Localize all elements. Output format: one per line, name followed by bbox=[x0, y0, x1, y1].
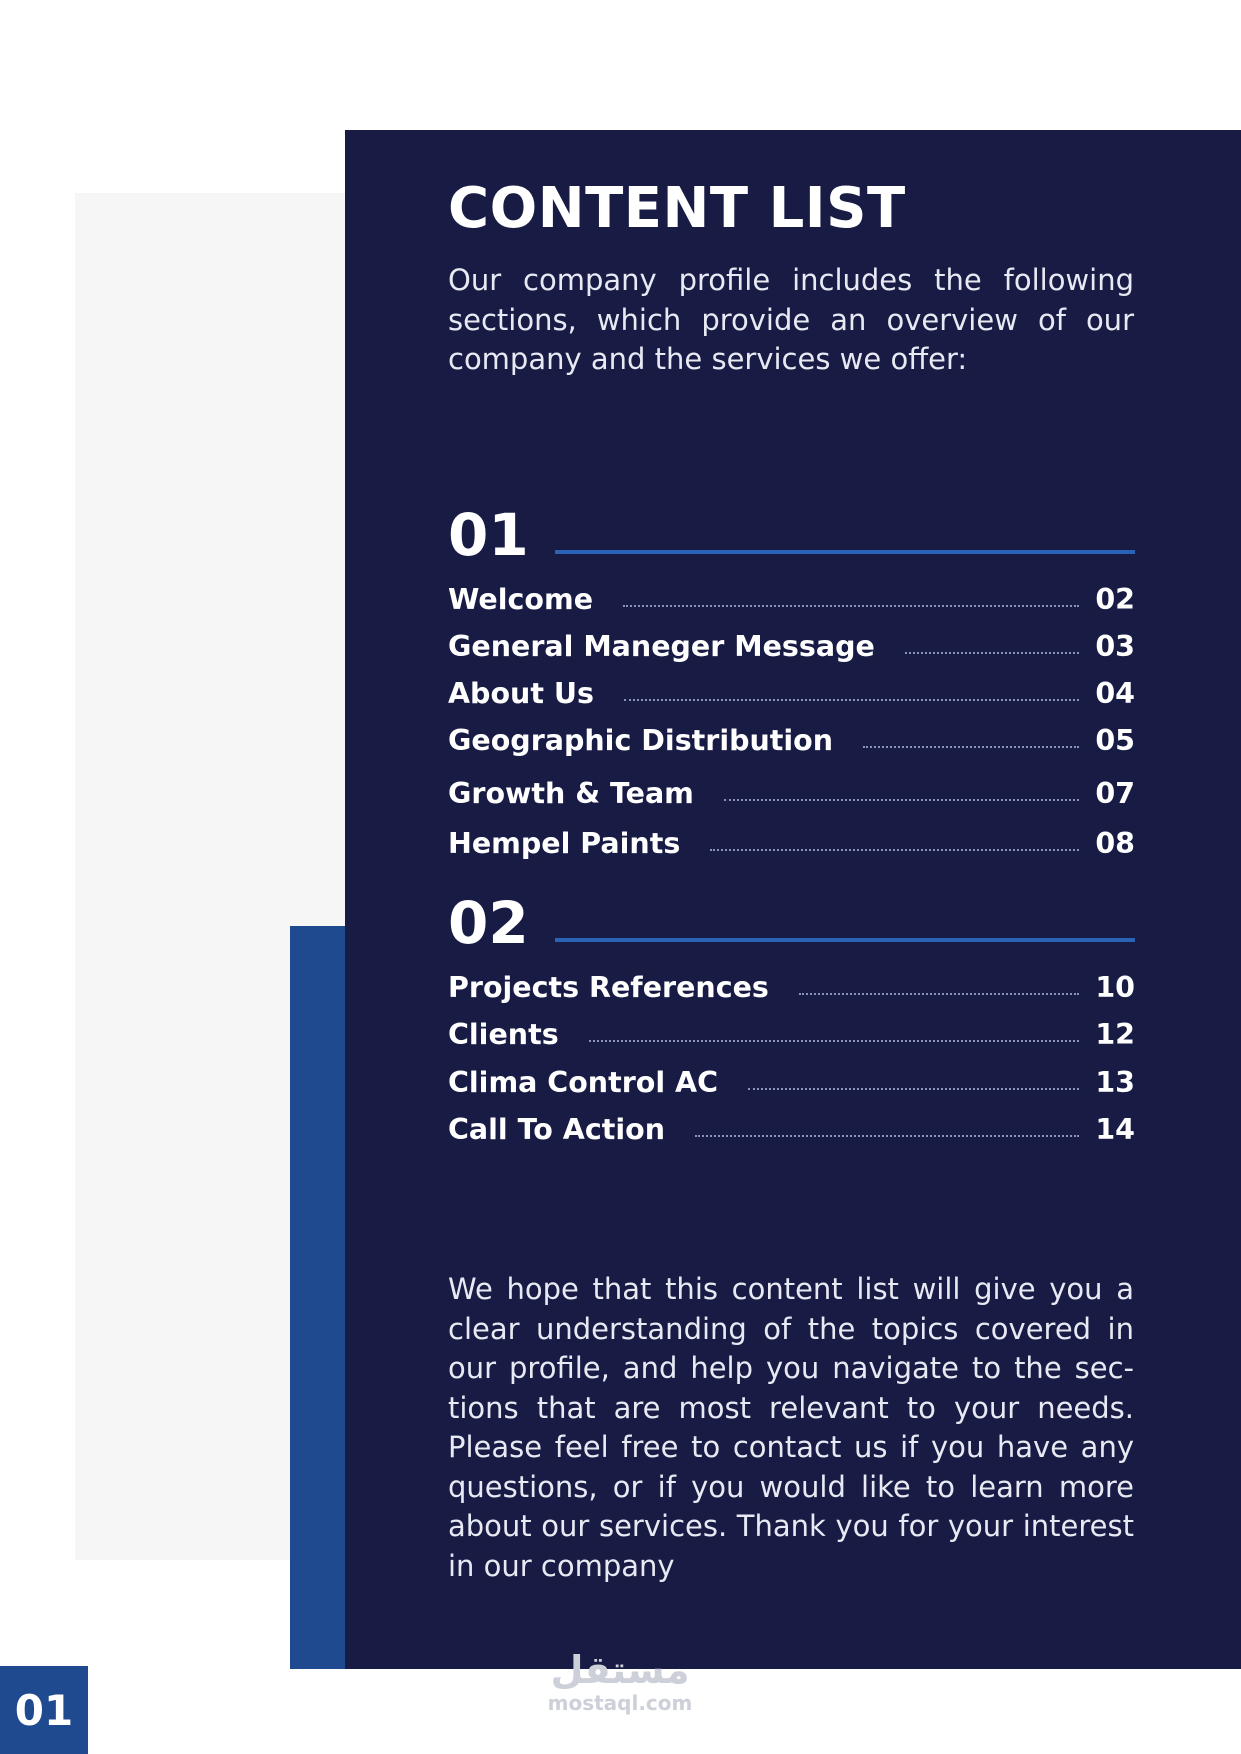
toc-item-page: 10 bbox=[1095, 970, 1135, 1004]
toc-item-page: 02 bbox=[1095, 582, 1135, 616]
toc-item-label: General Maneger Message bbox=[448, 629, 875, 663]
section-number-01: 01 bbox=[448, 501, 529, 569]
toc-item-label: Projects References bbox=[448, 970, 769, 1004]
dotted-leader bbox=[748, 1088, 1079, 1090]
toc-item-geographic-distribution[interactable] bbox=[448, 720, 1135, 760]
watermark bbox=[545, 1648, 695, 1714]
toc-item-label: Growth & Team bbox=[448, 776, 694, 810]
toc-item-page: 04 bbox=[1095, 676, 1135, 710]
toc-item-page: 05 bbox=[1095, 723, 1135, 757]
toc-item-page: 12 bbox=[1095, 1017, 1135, 1051]
toc-item-label: About Us bbox=[448, 676, 594, 710]
dotted-leader bbox=[799, 993, 1079, 995]
toc-item-projects-references[interactable] bbox=[448, 967, 1135, 1007]
toc-item-clima-control-ac[interactable] bbox=[448, 1062, 1135, 1102]
toc-item-label: Call To Action bbox=[448, 1112, 665, 1146]
toc-item-page: 13 bbox=[1095, 1065, 1135, 1099]
accent-blue-strip bbox=[290, 926, 346, 1669]
toc-item-page: 14 bbox=[1095, 1112, 1135, 1146]
toc-item-welcome[interactable] bbox=[448, 579, 1135, 619]
page-title: CONTENT LIST bbox=[448, 176, 906, 241]
toc-item-general-manager-message[interactable] bbox=[448, 626, 1135, 666]
dotted-leader bbox=[724, 799, 1079, 801]
toc-item-label: Clients bbox=[448, 1017, 559, 1051]
toc-item-call-to-action[interactable] bbox=[448, 1109, 1135, 1149]
closing-paragraph: We hope that this content list will give you a clear understanding of the topics covered in our profile, and help you navigate to the sec-tions that are most relevant to your needs. Please feel free to contact us if you have any questions, or if you would like to learn more about our services. Thank you for your interest in our company bbox=[448, 1272, 1134, 1583]
toc-item-label: Geographic Distribution bbox=[448, 723, 834, 757]
dotted-leader bbox=[863, 746, 1079, 748]
dotted-leader bbox=[710, 849, 1079, 851]
toc-item-page: 08 bbox=[1095, 826, 1135, 860]
section-number-02: 02 bbox=[448, 889, 529, 957]
page-number-badge bbox=[0, 1666, 88, 1754]
dotted-leader bbox=[905, 652, 1080, 654]
dotted-leader bbox=[623, 605, 1079, 607]
intro-paragraph: Our company profile includes the following sections, which provide an overview of our company and the services we offer: bbox=[448, 263, 1134, 376]
toc-item-label: Clima Control AC bbox=[448, 1065, 719, 1099]
toc-item-label: Welcome bbox=[448, 582, 594, 616]
toc-item-growth-team[interactable] bbox=[448, 773, 1135, 813]
toc-item-page: 03 bbox=[1095, 629, 1135, 663]
dotted-leader bbox=[589, 1040, 1080, 1042]
toc-item-about-us[interactable] bbox=[448, 673, 1135, 713]
dotted-leader bbox=[695, 1135, 1079, 1137]
section-divider bbox=[555, 550, 1135, 554]
watermark-logo: مستقل bbox=[550, 1648, 690, 1692]
section-divider bbox=[555, 938, 1135, 942]
dotted-leader bbox=[624, 699, 1079, 701]
toc-item-hempel-paints[interactable] bbox=[448, 823, 1135, 863]
toc-item-page: 07 bbox=[1095, 776, 1135, 810]
watermark-site: mostaql.com bbox=[547, 1691, 693, 1715]
toc-item-label: Hempel Paints bbox=[448, 826, 681, 860]
toc-item-clients[interactable] bbox=[448, 1014, 1135, 1054]
page-number: 01 bbox=[14, 1685, 74, 1735]
